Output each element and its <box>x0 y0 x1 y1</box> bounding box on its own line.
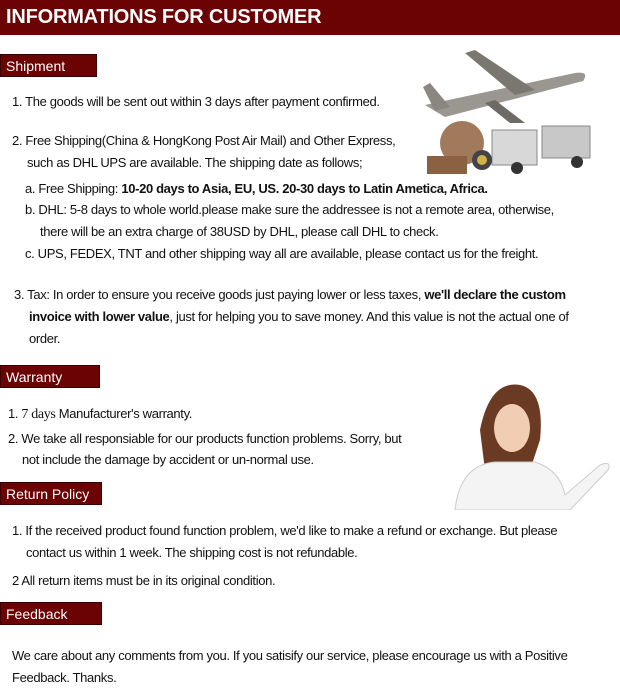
shipment-item-tax-line3: order. <box>29 331 61 346</box>
item-a-bold: 10-20 days to Asia, EU, US. 20-30 days to Latin Ametica, Africa. <box>121 181 488 196</box>
airplane-image <box>415 45 595 125</box>
section-label-shipment: Shipment <box>0 54 97 77</box>
shipment-item-b-line1: b. DHL: 5-8 days to whole world.please make sure the addressee is not a remote area, otherwise, <box>25 202 554 217</box>
tax-bold-1: we'll declare the custom <box>424 287 566 302</box>
globe-truck-image <box>422 118 594 176</box>
warranty-item-2-line2: not include the damage by accident or un-normal use. <box>22 452 314 467</box>
shipment-item-tax-line2 <box>29 309 569 324</box>
section-label-feedback: Feedback <box>0 602 102 625</box>
return-item-1-line2: contact us within 1 week. The shipping cost is not refundable. <box>26 545 358 560</box>
tax-prefix: 3. Tax: In order to ensure you receive goods just paying lower or less taxes, <box>14 287 425 302</box>
woman-image <box>450 380 615 510</box>
feedback-line1: We care about any comments from you. If you satisify our service, please encourage us with a Positive <box>12 648 568 663</box>
shipment-item-b-line2: there will be an extra charge of 38USD by DHL, please call DHL to check. <box>40 224 439 239</box>
item-a-prefix: a. Free Shipping: <box>25 181 122 196</box>
warranty-prefix: 1. <box>8 406 22 421</box>
shipment-item-a <box>25 181 488 196</box>
shipment-item-2-line1: 2. Free Shipping(China & HongKong Post Air Mail) and Other Express, <box>12 133 396 148</box>
section-label-warranty: Warranty <box>0 365 100 388</box>
warranty-rest: Manufacturer's warranty. <box>55 406 193 421</box>
feedback-line2: Feedback. Thanks. <box>12 670 117 685</box>
section-label-return-policy: Return Policy <box>0 482 102 505</box>
shipment-item-tax-line1 <box>14 287 566 302</box>
shipment-item-2-line2: such as DHL UPS are available. The shipping date as follows; <box>27 155 363 170</box>
return-item-2: 2 All return items must be in its original condition. <box>12 573 276 588</box>
return-item-1-line1: 1. If the received product found function problem, we'd like to make a refund or exchange. But please <box>12 523 558 538</box>
warranty-days: 7 days <box>21 407 56 422</box>
tax-bold-2: invoice with lower value <box>29 309 170 324</box>
page-title: INFORMATIONS FOR CUSTOMER <box>6 6 322 28</box>
shipment-item-1: 1. The goods will be sent out within 3 days after payment confirmed. <box>12 94 380 109</box>
shipment-item-c: c. UPS, FEDEX, TNT and other shipping way all are available, please contact us for the freight. <box>25 246 539 261</box>
warranty-item-1 <box>8 406 192 423</box>
tax-rest: , just for helping you to save money. And this value is not the actual one of <box>169 309 569 324</box>
page-header <box>0 0 620 35</box>
warranty-item-2-line1: 2. We take all responsiable for our products function problems. Sorry, but <box>8 431 402 446</box>
